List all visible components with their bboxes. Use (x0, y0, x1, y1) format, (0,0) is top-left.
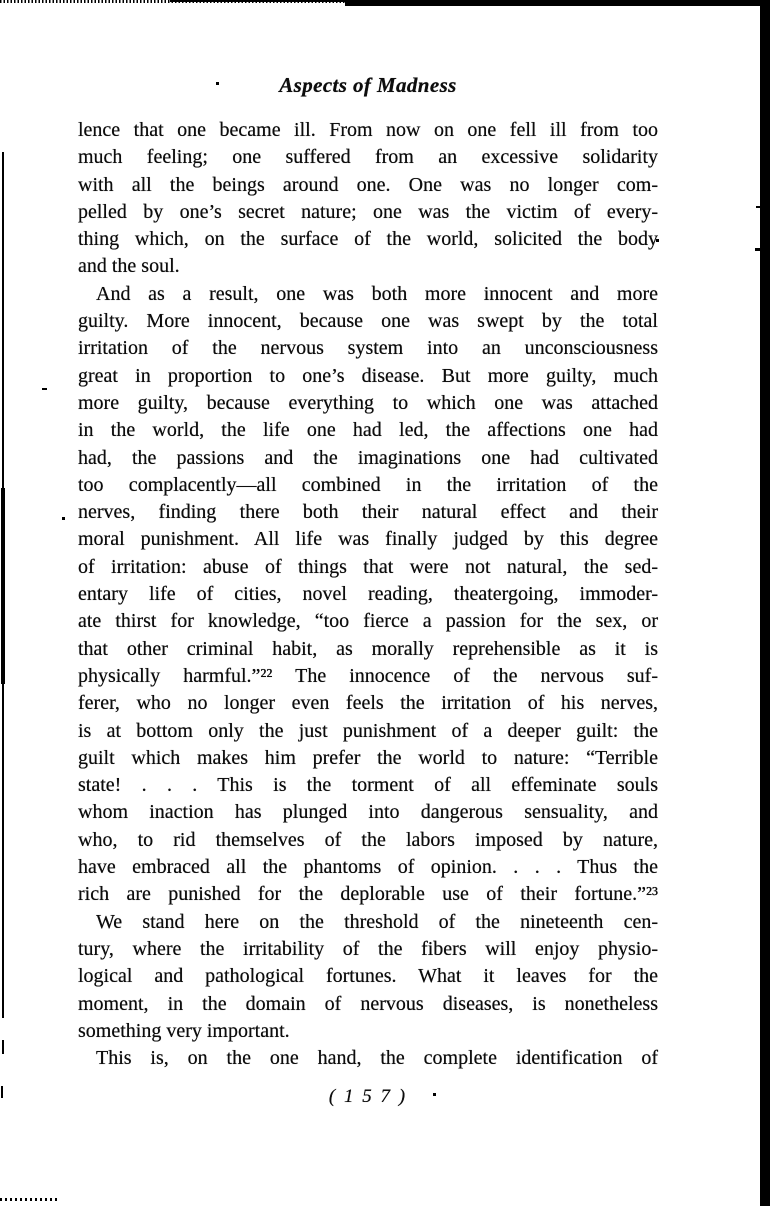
text-line: too complacently—all combined in the irritation of the (78, 473, 658, 496)
text-line: and the soul. (78, 255, 180, 278)
text-line: in the world, the life one had led, the affections one had (78, 419, 658, 442)
text-line: rich are punished for the deplorable use of their fortune.”²³ (78, 883, 658, 906)
text-line: that other criminal habit, as morally reprehensible as it is (78, 637, 658, 660)
text-line: much feeling; one suffered from an excessive solidarity (78, 146, 658, 169)
scan-artifact-right-bar (760, 0, 770, 1206)
scan-artifact-bottom-dots (0, 1198, 58, 1201)
text-line: moment, in the domain of nervous diseases, is nonetheless (78, 992, 658, 1015)
paragraph (78, 909, 658, 1045)
paragraph (78, 1045, 658, 1072)
text-line: tury, where the irritability of the fibers will enjoy physio- (78, 937, 658, 960)
text-line: something very important. (78, 1019, 290, 1042)
text-line: have embraced all the phantoms of opinion. . . . Thus the (78, 856, 658, 879)
text-line: had, the passions and the imaginations one had cultivated (78, 446, 658, 469)
text-line: lence that one became ill. From now on one fell ill from too (78, 119, 658, 141)
paragraph (78, 281, 658, 909)
scan-speck (62, 517, 65, 520)
scan-artifact-left-dash (1, 1086, 3, 1098)
text-line: This is, on the one hand, the complete identification of (96, 1047, 658, 1070)
text-line: nerves, finding there both their natural effect and their (78, 501, 658, 524)
text-line: great in proportion to one’s disease. But more guilty, much (78, 364, 658, 387)
text-line: ferer, who no longer even feels the irritation of his nerves, (78, 692, 658, 715)
text-line: entary life of cities, novel reading, theatergoing, immoder- (78, 583, 658, 606)
text-line: who, to rid themselves of the labors imposed by nature, (78, 828, 658, 851)
paragraph (78, 117, 658, 281)
text-line: physically harmful.”²² The innocence of the nervous suf- (78, 664, 658, 687)
text-line: whom inaction has plunged into dangerous sensuality, and (78, 801, 658, 824)
text-line: guilty. More innocent, because one was swept by the total (78, 310, 658, 333)
text-line: We stand here on the threshold of the nineteenth cen- (96, 910, 658, 933)
text-line: moral punishment. All life was finally judged by this degree (78, 528, 658, 551)
text-line: And as a result, one was both more innocent and more (96, 282, 658, 305)
text-line: logical and pathological fortunes. What it leaves for the (78, 965, 658, 988)
scan-speck (756, 206, 760, 208)
text-line: is at bottom only the just punishment of a deeper guilt: the (78, 719, 658, 742)
scan-speck (42, 388, 47, 390)
text-line: thing which, on the surface of the world, solicited the body (78, 228, 658, 251)
text-line: with all the beings around one. One was no longer com- (78, 173, 658, 196)
body-text (78, 117, 658, 1072)
text-line: guilt which makes him prefer the world to nature: “Terrible (78, 746, 658, 769)
scan-speck (755, 248, 760, 251)
running-head: Aspects of Madness (279, 73, 457, 97)
text-line: ate thirst for knowledge, “too fierce a passion for the sex, or (78, 610, 658, 633)
text-line: irritation of the nervous system into an unconsciousness (78, 337, 658, 360)
text-line: more guilty, because everything to which one was attached (78, 391, 658, 414)
scan-artifact-top-bar (345, 1, 770, 6)
text-line: of irritation: abuse of things that were not natural, the sed- (78, 555, 658, 578)
scan-artifact-left-dash (2, 1040, 4, 1054)
text-line: pelled by one’s secret nature; one was the victim of every- (78, 200, 658, 223)
text-line: state! . . . This is the torment of all effeminate souls (78, 774, 658, 797)
scan-artifact-left-thick (1, 488, 5, 684)
page-number: ( 1 5 7 ) (328, 1086, 408, 1107)
